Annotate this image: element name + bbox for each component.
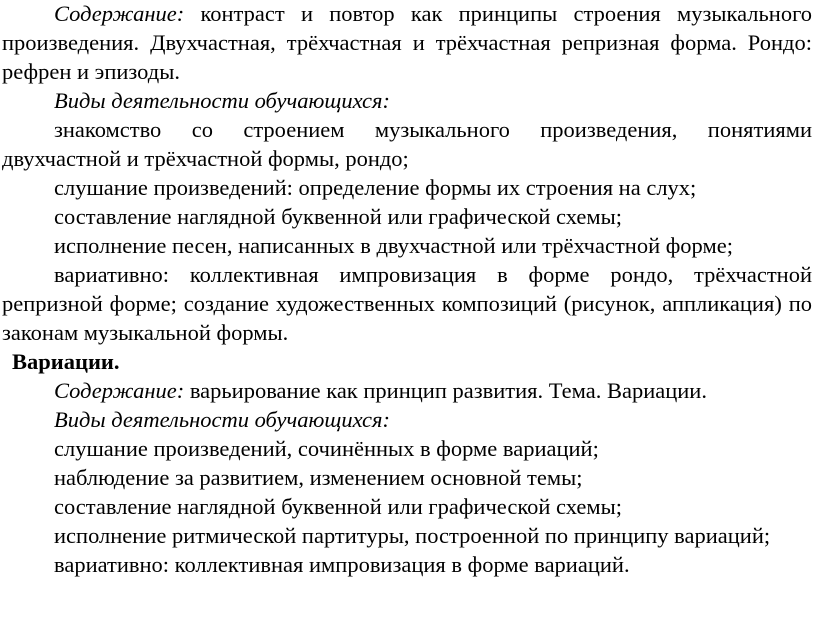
section2-content-label: Содержание: (54, 378, 185, 403)
section1-activities-label: Виды деятельности обучающихся: (54, 88, 390, 113)
section2-content-paragraph (2, 376, 812, 405)
section1-content-paragraph (2, 0, 812, 86)
section2-activity-2: наблюдение за развитием, изменением основной темы; (54, 465, 583, 490)
section1-activity-3: составление наглядной буквенной или графической схемы; (54, 204, 623, 229)
section2-activity-4: исполнение ритмической партитуры, построенной по принципу вариаций; (54, 523, 771, 548)
section1-activity-4: исполнение песен, написанных в двухчастной или трёхчастной форме; (54, 233, 733, 258)
section2-heading: Вариации. (12, 349, 120, 374)
section2-activity-3: составление наглядной буквенной или графической схемы; (54, 494, 623, 519)
section1-content-label: Содержание: (54, 1, 185, 26)
section2-content-text: варьирование как принцип развития. Тема. Вариации. (184, 378, 707, 403)
section2-activity-5: вариативно: коллективная импровизация в форме вариаций. (54, 552, 630, 577)
section2-activity-1: слушание произведений, сочинённых в форме вариаций; (54, 436, 599, 461)
section1-content-text: контраст и повтор как принципы строения музыкального произведения. Двухчастная, трёхчастная и трёхчастная репризная форма. Рондо: рефрен и эпизоды. (2, 1, 812, 84)
section1-activity-5: вариативно: коллективная импровизация в форме рондо, трёхчастной репризной форме; создание художественных композиций (рисунок, аппликация) по законам музыкальной формы. (2, 262, 812, 345)
section2-activities-label: Виды деятельности обучающихся: (54, 407, 390, 432)
section1-activity-2: слушание произведений: определение формы их строения на слух; (54, 175, 697, 200)
section1-activity-1: знакомство со строением музыкального произведения, понятиями двухчастной и трёхчастной формы, рондо; (2, 117, 812, 171)
